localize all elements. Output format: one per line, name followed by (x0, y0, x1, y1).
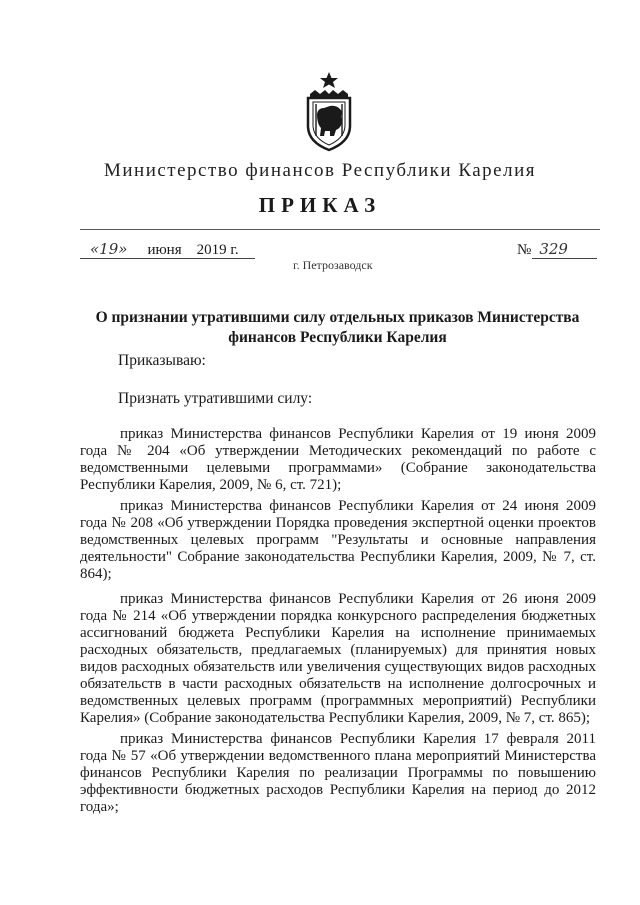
order-year: 2019 г. (196, 242, 239, 258)
header-divider (80, 229, 600, 230)
order-day: «19» (90, 240, 128, 258)
city-label: г. Петрозаводск (293, 258, 373, 272)
list-item: приказ Министерства финансов Республики Карелия от 24 июня 2009 года № 208 «Об утверждении Порядка проведения экспертной оценки проектов ведомственных целевых программ "Результаты и основные направления деятельности" Собрание законодательства Республики Карелия, 2009, № 7, ст. 864); (80, 498, 596, 582)
date-underline (80, 258, 255, 259)
document-body (80, 426, 596, 816)
number-sign: № (517, 242, 532, 258)
list-item: приказ Министерства финансов Республики Карелия 17 февраля 2011 года № 57 «Об утверждении ведомственного плана мероприятий Министерства финансов Республики Карелия по реализации Программы по повышению эффективности бюджетных расходов Республики Карелия на период до 2012 года»; (80, 731, 596, 815)
list-item: приказ Министерства финансов Республики Карелия от 26 июня 2009 года № 214 «Об утверждении порядка конкурсного распределения бюджетных ассигнований бюджета Республики Карелия на исполнение принимаемых расходных обязательств, предлагаемых (планируемых) для принятия новых видов расходных обязательств или увеличения существующих видов расходных обязательств в части расходных обязательств на исполнение долгосрочных и ведомственных целевых программ (программных мероприятий) Республики Карелия» (Собрание законодательства Республики Карелия, 2009, № 7, ст. 865); (80, 591, 596, 726)
declare-line: Признать утратившими силу: (118, 390, 313, 407)
document-heading: О признании утратившими силу отдельных приказов Министерства финансов Республики Карелия (95, 309, 580, 346)
number-underline (532, 258, 597, 259)
order-date (90, 240, 239, 259)
list-item: приказ Министерства финансов Республики Карелия от 19 июня 2009 года № 204 «Об утверждении Методических рекомендаций по работе с ведомственными целевыми программами» (Собрание законодательства Республики Карелия, 2009, № 6, ст. 721); (80, 426, 596, 493)
order-month: июня (147, 242, 182, 258)
order-number (517, 240, 568, 259)
ministry-name: Министерство финансов Республики Карелия (103, 160, 537, 181)
number-value: 329 (539, 240, 568, 258)
document-type-title: ПРИКАЗ (258, 193, 382, 217)
karelia-coat-of-arms-icon (300, 70, 358, 152)
order-word: Приказываю: (118, 352, 206, 369)
